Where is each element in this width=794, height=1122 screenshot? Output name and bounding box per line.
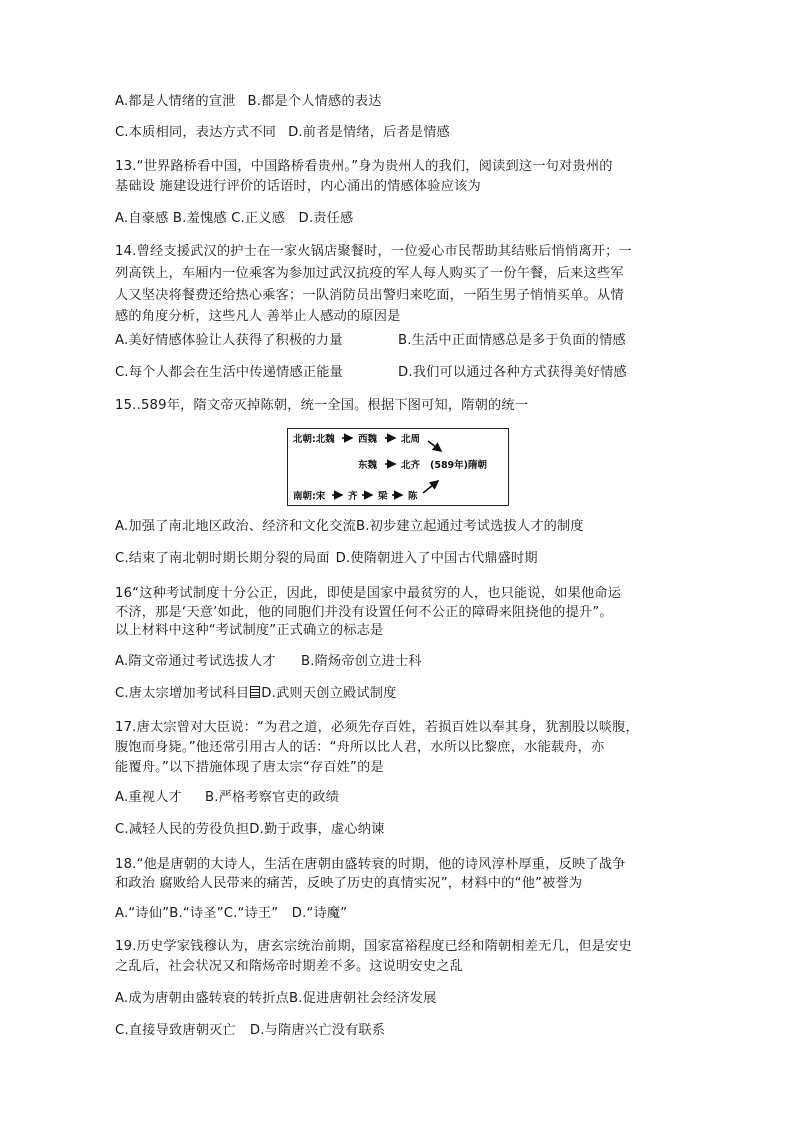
label-south-dynasties: 南朝:宋 [293, 491, 326, 502]
label-east-wei: 东魏 [358, 460, 378, 471]
q16-stem-line2: 不济，那是‘天意’如此，他的同胞们并没有设置任何不公正的障碍来阻挠他的提升”。 [115, 605, 613, 620]
q13-stem-line2: 基础设 施建设进行评价的话语时，内心涌出的情感体验应该为 [115, 179, 481, 194]
q15-options-row1 [115, 518, 584, 536]
q13-options: A.自豪感 B.羞愧感 C.正义感 D.责任感 [115, 211, 354, 226]
q17-option-c: C.减轻人民的劳役负担 [115, 822, 250, 837]
q16-option-b: B.隋炀帝创立进士科 [301, 654, 422, 669]
q14-option-d: D.我们可以通过各种方式获得美好情感 [398, 365, 627, 380]
q15-stem: 15..589年，隋文帝灭掉陈朝，统一全国。根据下图可知，隋朝的统一 [115, 398, 529, 413]
q17-stem-line1: 17.唐太宗曾对大臣说：“为君之道，必须先存百姓，若损百姓以奉其身，犹割股以啖腹， [115, 720, 639, 735]
q19-options-row2 [115, 1022, 385, 1040]
q16-stem-line1: 16“这种考试制度十分公正，因此，即使是国家中最贫穷的人，也只能说，如果他命运 [115, 586, 622, 601]
menu-glyph-icon [250, 686, 260, 698]
q14-stem-line1: 14.曾经支援武汉的护士在一家火锅店聚餐时，一位爱心市民帮助其结账后悄悄离开；一 [115, 244, 632, 259]
q19-options-row1 [115, 990, 437, 1008]
q19-option-b: B.促进唐朝社会经济发展 [289, 991, 437, 1006]
q14-option-b: B.生活中正面情感总是多于负面的情感 [398, 333, 626, 348]
q13-stem-line1: 13.“世界路桥看中国，中国路桥看贵州。”身为贵州人的我们，阅读到这一句对贵州的 [115, 159, 613, 174]
q15-option-c: C.结束了南北朝时期长期分裂的局面 [115, 551, 330, 566]
arrow-chen-up [423, 481, 438, 493]
label-chen: 陈 [408, 491, 418, 502]
q16-options-row1 [115, 653, 422, 671]
q18-stem-line2: 和政治 腐败给人民带来的痛苦，反映了历史的真情实况”，材料中的“他”被誉为 [115, 876, 583, 891]
q14-option-c: C.每个人都会在生活中传递情感正能量 [115, 365, 343, 380]
q12-option-c: C.本质相同，表达方式不同 [115, 125, 277, 140]
label-north-zhou: 北周 [401, 434, 421, 445]
label-north-qi: 北齐 [401, 460, 421, 471]
label-qi: 齐 [348, 491, 358, 502]
q17-option-a: A.重视人才 [115, 790, 182, 805]
q19-option-d: D.与隋唐兴亡没有联系 [249, 1023, 386, 1038]
q14-option-a: A.美好情感体验让人获得了积极的力量 [115, 333, 343, 348]
q12-option-a: A.都是人情绪的宣泄 [115, 94, 236, 109]
arrow-northzhou-down [428, 441, 441, 451]
q19-stem-line1: 19.历史学家钱穆认为，唐玄宗统治前期，国家富裕程度已经和隋朝相差无几，但是安史 [115, 939, 632, 954]
q12-option-d: D.前者是情绪，后者是情感 [288, 125, 451, 140]
q12-option-b: B.都是个人情感的表达 [247, 94, 382, 109]
q19-option-c: C.直接导致唐朝灭亡 [115, 1023, 236, 1038]
label-north-dynasties: 北朝:北魏 [293, 434, 335, 445]
q15-option-b: B.初步建立起通过考试选拔人才的制度 [355, 519, 584, 534]
q15-option-a: A.加强了南北地区政治、经济和文化交流 [115, 519, 356, 534]
q16-options-row2 [115, 685, 397, 703]
dynasty-diagram [287, 428, 509, 506]
q18-stem-line1: 18.“他是唐朝的大诗人，生活在唐朝由盛转衰的时期，他的诗风淳朴厚重，反映了战争 [115, 857, 626, 872]
q16-option-c: C.唐太宗增加考试科目 [115, 686, 250, 701]
q14-options-row1 [115, 332, 626, 350]
q17-options-row2 [115, 821, 385, 839]
q19-option-a: A.成为唐朝由盛转衰的转折点 [115, 991, 290, 1006]
dynasty-flow-svg [288, 429, 510, 507]
label-liang: 梁 [378, 491, 388, 502]
label-west-wei: 西魏 [358, 434, 378, 445]
q17-option-d: D.勤于政事，虚心纳谏 [249, 822, 385, 837]
q18-options: A.“诗仙”B.“诗圣”C.“诗王” D.“诗魔” [115, 906, 348, 921]
q12-options-row1 [115, 93, 382, 111]
label-589-sui: (589年)隋朝 [430, 460, 488, 471]
q16-stem-line3: 以上材料中这种“考试制度”正式确立的标志是 [115, 623, 384, 638]
q17-options-row1 [115, 789, 339, 807]
q17-stem-line2: 腹饱而身毙。”他还常引用古人的话：“舟所以比人君，水所以比黎庶，水能载舟，亦 [115, 740, 605, 755]
q12-options-row2 [115, 124, 450, 142]
q16-option-a: A.隋文帝通过考试选拔人才 [115, 654, 276, 669]
q14-stem-line3: 人又坚决将餐费还给热心乘客；一队消防员出警归来吃面，一陌生男子悄悄买单。从情 [115, 288, 624, 303]
q14-stem-line4: 感的角度分析，这些凡人 善举止人感动的原因是 [115, 309, 401, 324]
q14-stem-line2: 列高铁上，车厢内一位乘客为参加过武汉抗疫的军人每人购买了一份午餐，后来这些军 [115, 266, 624, 281]
q17-option-b: B.严格考察官吏的政绩 [205, 790, 340, 805]
q16-option-d: D.武则天创立殿试制度 [261, 686, 397, 701]
q15-options-row2 [115, 550, 538, 568]
q14-options-row2 [115, 364, 627, 382]
q15-option-d: D.使隋朝进入了中国古代鼎盛时期 [335, 551, 538, 566]
q17-stem-line3: 能覆舟。”以下措施体现了唐太宗“存百姓”的是 [115, 760, 384, 775]
q19-stem-line2: 之乱后，社会状况又和隋炀帝时期差不多。这说明安史之乱 [115, 959, 464, 974]
